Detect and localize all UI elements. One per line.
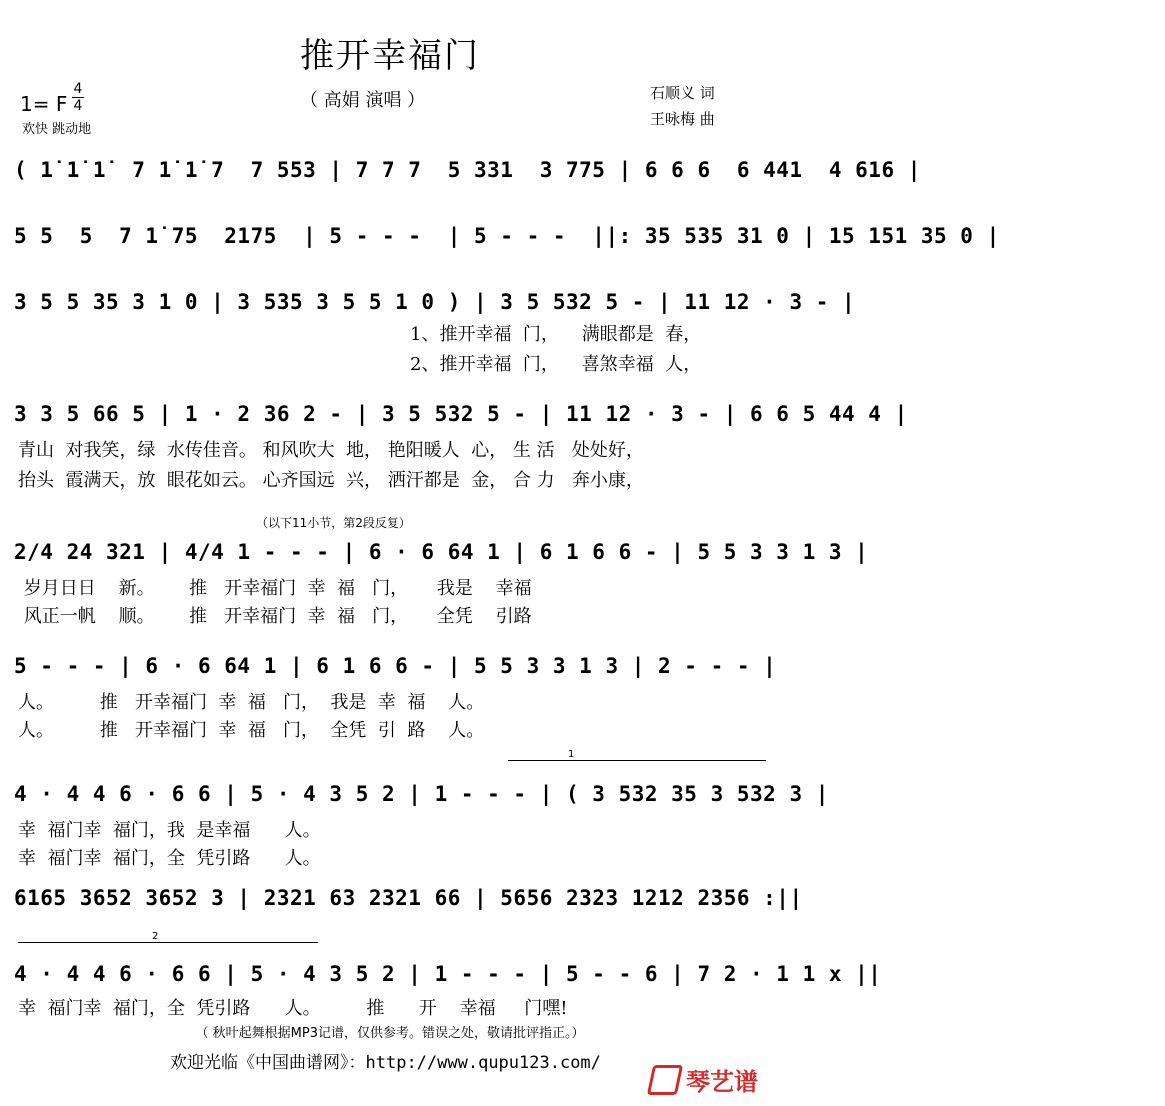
credits (650, 80, 715, 132)
lyric-row5-verse2: 风正一帆 顺。 推 开幸福门 幸 福 门， 全凭 引路 (18, 606, 532, 627)
time-signature (72, 82, 84, 113)
volta-2 (18, 931, 318, 943)
tempo-marking: 欢快 跳动地 (22, 122, 92, 137)
footer-note: （ 秋叶起舞根据MP3记谱，仅供参考。错误之处，敬请批评指正。） (195, 1026, 585, 1041)
performer: （ 高娟 演唱 ） (300, 90, 426, 111)
lyricist: 石顺义 词 (650, 84, 715, 102)
song-title: 推开幸福门 (300, 36, 480, 76)
score-row-1: ( 1̇ 1̇ 1̇ 7 1̇ 1̇ 7 7 553 | 7 7 7 5 331 3 775 | 6 6 6 6 441 4 616 | (14, 158, 921, 182)
score-row-9: 4 · 4 4 6 · 6 6 | 5 · 4 3 5 2 | 1 - - - | 5 - - 6 | 7 2 · 1 1 x || (14, 962, 882, 986)
time-signature-top: 4 (73, 81, 83, 97)
score-row-7: 4 · 4 4 6 · 6 6 | 5 · 4 3 5 2 | 1 - - - | ( 3 532 35 3 532 3 | (14, 782, 829, 806)
volta-1-number: 1 (568, 749, 575, 760)
site-logo (650, 1062, 770, 1098)
logo-text: 琴艺谱 (686, 1068, 758, 1096)
footer-site[interactable]: 欢迎光临《中国曲谱网》：http://www.qupu123.com/ (170, 1053, 601, 1073)
time-signature-bottom: 4 (73, 98, 83, 114)
lyric-row6-verse2: 人。 推 开幸福门 幸 福 门， 全凭 引 路 人。 (18, 720, 485, 741)
key-signature: 1= F (20, 92, 68, 116)
score-row-3: 3 5 5 35 3 1 0 | 3 535 3 5 5 1 0 ) | 3 5 532 5 - | 11 12 · 3 - | (14, 290, 856, 314)
score-row-6: 5 - - - | 6 · 6 64 1 | 6 1 6 6 - | 5 5 3 3 1 3 | 2 - - - | (14, 654, 777, 678)
score-row-2: 5 5 5 7 1̇ 75 2175 | 5 - - - | 5 - - - ||: 35 535 31 0 | 15 151 35 0 | (14, 224, 1000, 248)
lyric-row3-verse1: 1、推开幸福 门， 满眼都是 春， (410, 324, 702, 345)
logo-icon (647, 1065, 683, 1095)
lyric-row4-verse2: 抬头 霞满天，放 眼花如云。 心齐国远 兴， 洒汗都是 金， 合 力 奔小康， (18, 470, 644, 491)
volta-2-number: 2 (152, 931, 159, 942)
repeat-note: （以下11小节，第2段反复） (256, 516, 411, 530)
volta-1 (508, 749, 766, 761)
score-row-5: 2/4 24 321 | 4/4 1 - - - | 6 · 6 64 1 | 6 1 6 6 - | 5 5 3 3 1 3 | (14, 540, 869, 564)
lyric-row3-verse2: 2、推开幸福 门， 喜煞幸福 人， (410, 354, 702, 375)
lyric-row7-verse1: 幸 福门幸 福门，我 是幸福 人。 (18, 820, 321, 841)
score-row-4: 3 3 5 66 5 | 1 · 2 36 2 - | 3 5 532 5 - | 11 12 · 3 - | 6 6 5 44 4 | (14, 402, 908, 426)
lyric-row5-verse1: 岁月日日 新。 推 开幸福门 幸 福 门， 我是 幸福 (18, 578, 532, 599)
lyric-row7-verse2: 幸 福门幸 福门，全 凭引路 人。 (18, 848, 321, 869)
lyric-row9-verse1: 幸 福门幸 福门，全 凭引路 人。 推 开 幸福 门嘿! (18, 998, 568, 1019)
composer: 王咏梅 曲 (650, 110, 715, 128)
lyric-row4-verse1: 青山 对我笑，绿 水传佳音。 和风吹大 地， 艳阳暖人 心， 生 活 处处好， (18, 440, 644, 461)
score-row-8: 6165 3652 3652 3 | 2321 63 2321 66 | 5656 2323 1212 2356 :|| (14, 886, 803, 910)
lyric-row6-verse1: 人。 推 开幸福门 幸 福 门， 我是 幸 福 人。 (18, 692, 485, 713)
